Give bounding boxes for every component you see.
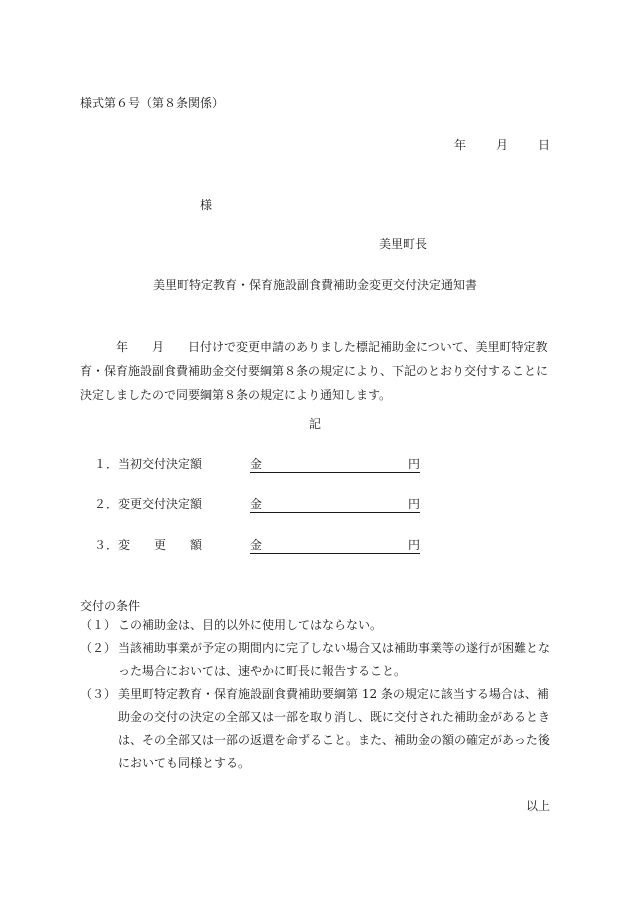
condition-number: （３） bbox=[80, 687, 117, 701]
issuer-name: 美里町長 bbox=[379, 237, 428, 251]
form-number-label: 様式第６号（第８条関係） bbox=[80, 96, 225, 110]
condition-text: 美里町特定教育・保育施設副食費補助要綱第 12 条の規定に該当する場合は、補助金の交付の決定の全部又は一部を取り消し、既に交付された補助金があるときは、その全部又は一部の返還を命ずること。また、補助金の額の確定があった後においても同様とする。 bbox=[118, 687, 551, 770]
conditions-title: 交付の条件 bbox=[80, 599, 141, 613]
condition-item bbox=[80, 683, 552, 775]
item-number: ３． bbox=[94, 538, 119, 552]
condition-text: この補助金は、目的以外に使用してはならない。 bbox=[118, 618, 383, 632]
condition-item bbox=[80, 637, 552, 683]
amount-unit: 円 bbox=[407, 497, 420, 511]
condition-text: 当該補助事業が予定の期間内に完了しない場合又は補助事業等の遂行が困難となった場合においては、速やかに町長に報告すること。 bbox=[118, 641, 551, 678]
amount-prefix: 金 bbox=[250, 538, 263, 552]
closing-mark: 以上 bbox=[525, 799, 550, 813]
date-day: 日 bbox=[537, 138, 550, 152]
item-label: 変更交付決定額 bbox=[118, 497, 203, 511]
addressee-suffix: 様 bbox=[200, 198, 213, 212]
amount-prefix: 金 bbox=[250, 457, 263, 471]
date-line bbox=[454, 137, 550, 153]
amount-field bbox=[250, 538, 420, 554]
body-paragraph bbox=[80, 335, 552, 407]
date-month: 月 bbox=[495, 138, 508, 152]
condition-item bbox=[80, 614, 552, 637]
item-number: ２． bbox=[94, 497, 119, 511]
amount-prefix: 金 bbox=[250, 497, 263, 511]
body-text: 年 月 日付けで変更申請のありました標記補助金について、美里町特定教育・保育施設副食費補助金交付要綱第８条の規定により、下記のとおり交付することに決定しましたので同要綱第８条の規定により通知します。 bbox=[80, 340, 549, 402]
amount-unit: 円 bbox=[407, 457, 420, 471]
amount-field bbox=[250, 497, 420, 513]
condition-number: （２） bbox=[80, 641, 117, 655]
condition-number: （１） bbox=[80, 618, 117, 632]
ki-heading: 記 bbox=[308, 417, 321, 431]
item-label: 当初交付決定額 bbox=[118, 457, 203, 471]
item-label: 変 更 額 bbox=[118, 538, 203, 552]
amount-unit: 円 bbox=[407, 538, 420, 552]
document-title: 美里町特定教育・保育施設副食費補助金変更交付決定通知書 bbox=[152, 278, 477, 292]
amount-field bbox=[250, 457, 420, 473]
date-year: 年 bbox=[453, 138, 466, 152]
item-number: １． bbox=[94, 457, 119, 471]
